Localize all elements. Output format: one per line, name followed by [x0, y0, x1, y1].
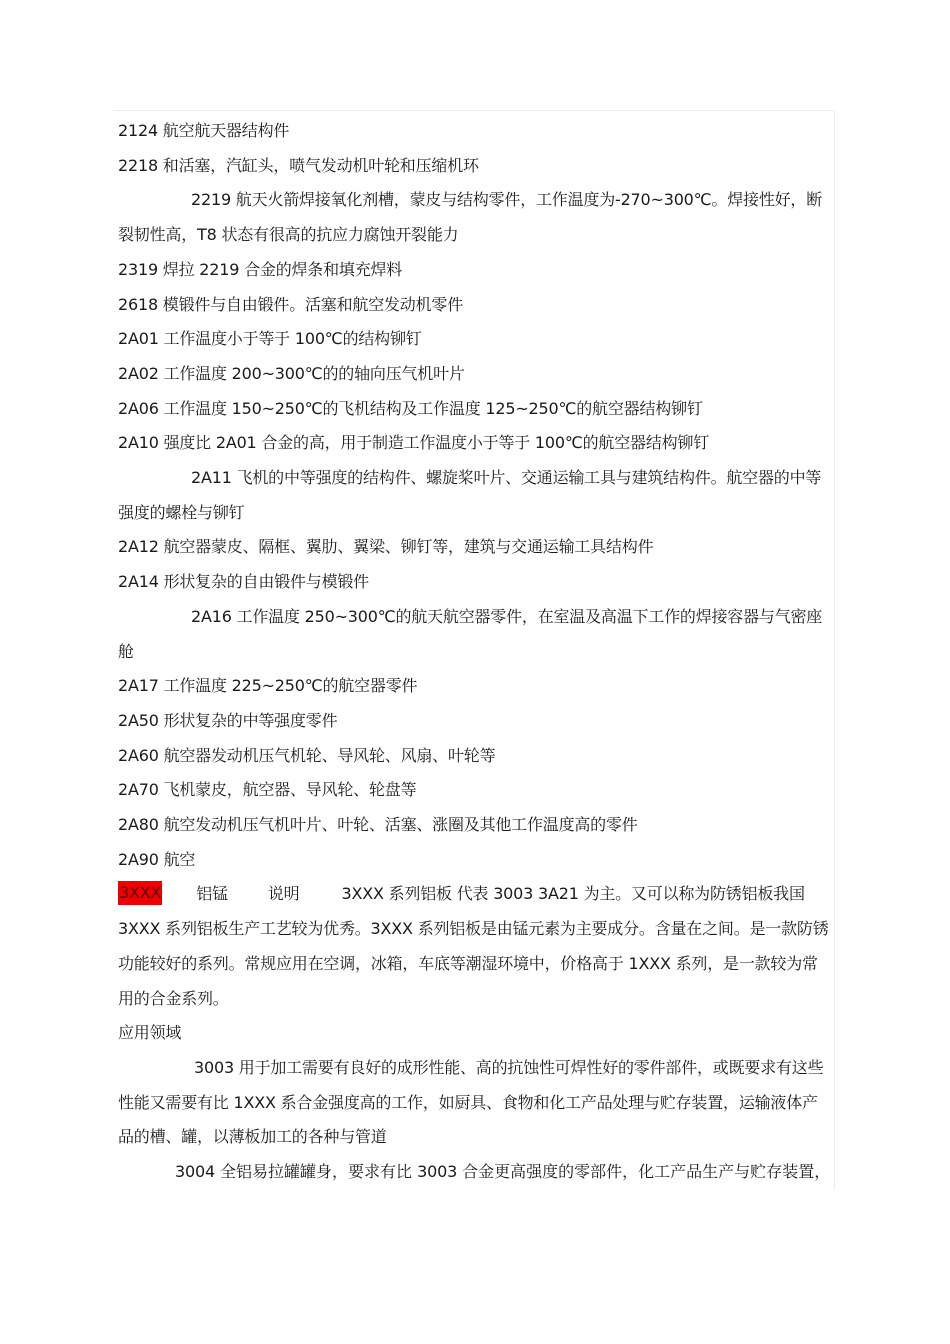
- item-2a90: 2A90 航空: [118, 849, 196, 869]
- item-2a50: 2A50 形状复杂的中等强度零件: [118, 710, 338, 730]
- series-tag-highlight: 3XXX: [118, 881, 162, 905]
- item-2a60: 2A60 航空器发动机压气机轮、导风轮、风扇、叶轮等: [118, 745, 496, 765]
- paragraph-3003: 3003 用于加工需要有良好的成形性能、高的抗蚀性可焊性好的零件部件，或既要求有这些性能又需要有比 1XXX 系合金强度高的工作，如厨具、食物和化工产品处理与贮存装置，运输液体产品的槽、罐，以薄板加工的各种与管道: [118, 1057, 824, 1147]
- item-2a06: 2A06 工作温度 150~250℃的飞机结构及工作温度 125~250℃的航空器结构铆钉: [118, 398, 703, 418]
- item-2a01: 2A01 工作温度小于等于 100℃的结构铆钉: [118, 329, 422, 349]
- item-2a70: 2A70 飞机蒙皮，航空器、导风轮、轮盘等: [118, 780, 417, 800]
- item-2a11: 2A11 飞机的中等强度的结构件、螺旋桨叶片、交通运输工具与建筑结构件。航空器的中等强度的螺栓与铆钉: [118, 468, 822, 522]
- application-heading: 应用领域: [118, 1023, 182, 1043]
- item-2a14: 2A14 形状复杂的自由锻件与模锻件: [118, 572, 369, 592]
- item-2618: 2618 模锻件与自由锻件。活塞和航空发动机零件: [118, 294, 464, 314]
- item-2218: 2218 和活塞，汽缸头，喷气发动机叶轮和压缩机环: [118, 155, 479, 175]
- series-name: 铝锰: [196, 884, 228, 904]
- document-body: [118, 114, 830, 1190]
- item-2a12: 2A12 航空器蒙皮、隔框、翼肋、翼梁、铆钉等，建筑与交通运输工具结构件: [118, 537, 654, 557]
- series-label: 说明: [267, 884, 300, 904]
- item-2319: 2319 焊拉 2219 合金的焊条和填充焊料: [118, 259, 403, 279]
- paragraph-3004: 3004 全铝易拉罐罐身，要求有比 3003 合金更高强度的零部件，化工产品生产与贮存装置，: [175, 1162, 830, 1182]
- item-2a16: 2A16 工作温度 250~300℃的航天航空器零件，在室温及高温下工作的焊接容器与气密座舱: [118, 606, 823, 661]
- item-2a80: 2A80 航空发动机压气机叶片、叶轮、活塞、涨圈及其他工作温度高的零件: [118, 815, 638, 835]
- series-3xxx-paragraph: [118, 877, 830, 1016]
- item-2124: 2124 航空航天器结构件: [118, 121, 290, 140]
- item-2a10: 2A10 强度比 2A01 合金的高，用于制造工作温度小于等于 100℃的航空器结构铆钉: [118, 433, 710, 453]
- item-2a02: 2A02 工作温度 200~300℃的的轴向压气机叶片: [118, 363, 465, 383]
- series-description: 3XXX 系列铝板 代表 3003 3A21 为主。又可以称为防锈铝板我国 3XXX 系列铝板生产工艺较为优秀。3XXX 系列铝板是由锰元素为主要成分。含量在之间。是一款防锈功能较好的系列。常规应用在空调，冰箱，车底等潮湿环境中，价格高于 1XXX 系列，是一款较为常用的合金系列。: [118, 884, 829, 1008]
- item-2a17: 2A17 工作温度 225~250℃的航空器零件: [118, 676, 418, 696]
- item-2219: 2219 航天火箭焊接氧化剂槽，蒙皮与结构零件，工作温度为-270~300℃。焊接性好，断裂韧性高，T8 状态有很高的抗应力腐蚀开裂能力: [118, 190, 823, 245]
